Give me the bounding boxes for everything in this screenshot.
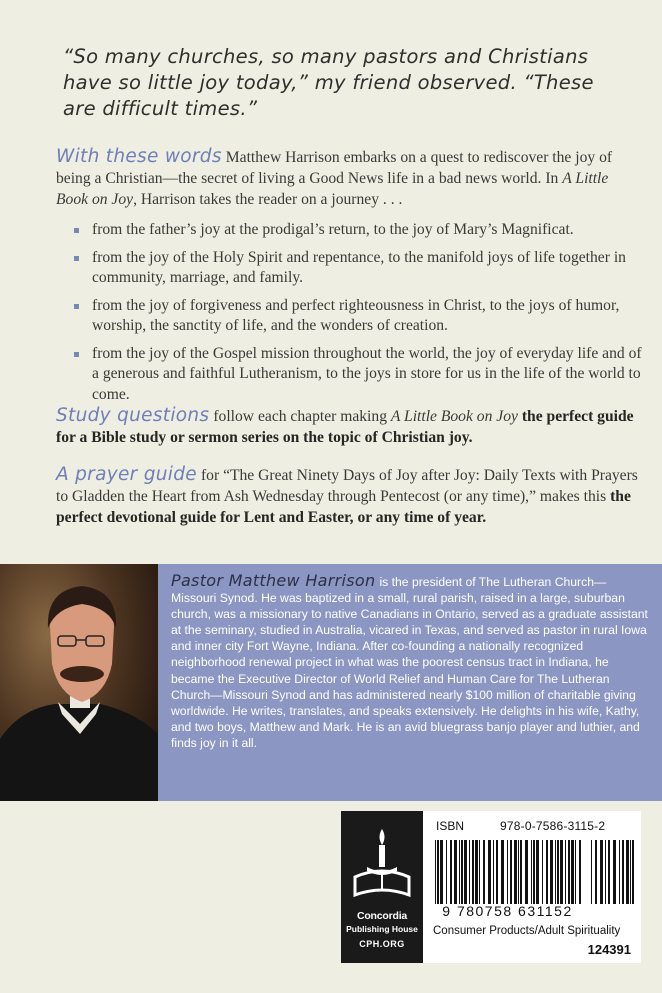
barcode-bar xyxy=(550,840,553,904)
back-cover-quote: “So many churches, so many pastors and Christians have so little joy today,” my friend observed. “These are difficult times.” xyxy=(63,45,594,120)
publisher-block xyxy=(341,811,423,963)
barcode-bar xyxy=(501,840,504,904)
publisher-name: Concordia xyxy=(356,910,408,922)
barcode-bar xyxy=(472,840,474,904)
barcode-bar xyxy=(437,840,439,904)
intro-book-title: A Little Book on Joy xyxy=(56,170,609,208)
study-questions-paragraph xyxy=(56,405,641,448)
barcode-bar xyxy=(536,840,539,904)
barcode-bar xyxy=(469,840,470,904)
concordia-lamp-book-icon xyxy=(353,825,411,905)
price-barcode xyxy=(591,840,635,904)
author-bio xyxy=(171,573,651,751)
isbn-number: 978-0-7586-3115-2 xyxy=(500,819,606,833)
journey-bullet-list xyxy=(72,220,647,412)
prayer-bold-text: the perfect devotional guide for Lent and Easter, or any time of year. xyxy=(56,488,631,526)
author-band xyxy=(0,564,662,801)
barcode-bar xyxy=(507,840,508,904)
barcode-bar xyxy=(531,840,532,904)
prayer-guide-paragraph xyxy=(56,464,641,528)
barcode-bar xyxy=(459,840,460,904)
publisher-url: CPH.ORG xyxy=(359,939,405,949)
barcode-bar xyxy=(514,840,517,904)
barcode-bar xyxy=(483,840,485,904)
barcode-bar xyxy=(571,840,574,904)
barcode-bar xyxy=(622,840,624,904)
barcode-bar xyxy=(446,840,447,904)
study-book-title: A Little Book on Joy xyxy=(390,408,518,425)
barcode-bar xyxy=(464,840,467,904)
barcode-bar xyxy=(605,840,606,904)
barcode-bar xyxy=(568,840,570,904)
category-label: Consumer Products/Adult Spirituality xyxy=(433,925,621,937)
barcode-bar xyxy=(557,840,559,904)
barcode-bar xyxy=(560,840,563,904)
barcode-bar xyxy=(542,840,543,904)
prayer-lead: A prayer guide xyxy=(56,464,197,485)
intro-text-1: Matthew Harrison embarks on a quest to rediscover the joy of being a Christian—the secret of living a Good News life in a bad news world. In xyxy=(56,149,613,187)
barcode-bar xyxy=(591,840,592,904)
barcode-bar xyxy=(479,840,480,904)
study-text-1: follow each chapter making xyxy=(213,408,391,425)
intro-paragraph xyxy=(56,146,641,210)
intro-lead: With these words xyxy=(56,146,222,167)
barcode-bar xyxy=(608,840,610,904)
barcode-bar xyxy=(475,840,478,904)
barcode-bar xyxy=(533,840,535,904)
barcode-bar xyxy=(579,840,581,904)
barcode-bar xyxy=(518,840,519,904)
author-photo xyxy=(0,564,158,801)
list-item: from the father’s joy at the prodigal’s return, to the joy of Mary’s Magnificat. xyxy=(72,220,647,241)
barcode-bar xyxy=(510,840,512,904)
barcode-bar xyxy=(520,840,522,904)
barcode-bar xyxy=(626,840,629,904)
prayer-text-1: for “The Great Ninety Days of Joy after Joy: Daily Texts with Prayers to Gladden the Heart from Ash Wednesday through Pentecost (or any time),” makes this xyxy=(56,467,638,505)
barcode-bar xyxy=(435,840,436,904)
barcode-bar xyxy=(461,840,463,904)
barcode-bar xyxy=(546,840,548,904)
barcode-bar xyxy=(454,840,457,904)
barcode-bar xyxy=(496,840,498,904)
barcode-bar xyxy=(575,840,576,904)
item-number: 124391 xyxy=(587,942,631,957)
barcode-bar xyxy=(555,840,556,904)
barcode-bar xyxy=(450,840,452,904)
barcode-bar xyxy=(630,840,631,904)
author-bio-text: is the president of The Lutheran Church—Missouri Synod. He was baptized in a small, rural parish, raised in a large, suburban church, was a missionary to native Canadians in Ontario, served as a graduate assistant at the seminary, studied in Australia, vicared in Texas, and served as pastor in rural Iowa and inner city Fort Wayne, Indiana. After co-founding a nationally recognized neighborhood renewal project in what was the poorest census tract in Indiana, he became the Executive Director of World Relief and Human Care for The Lutheran Church—Missouri Synod and has administered nearly $100 million of charitable giving worldwide. He writes, translates, and speaks extensively. He delights in his wife, Kathy, and two boys, Matthew and Mark. He is an avid bluegrass banjo player and luthier, and finds joy in it all. xyxy=(171,575,648,750)
barcode-block xyxy=(423,811,641,963)
study-bold-text: the perfect guide for a Bible study or sermon series on the topic of Christian joy. xyxy=(56,408,634,446)
list-item: from the joy of the Gospel mission throughout the world, the joy of everyday life and of a generous and faithful Lutheranism, to the joys in store for us in the life of the world to come. xyxy=(72,344,647,406)
intro-text-2: , Harrison takes the reader on a journey . . . xyxy=(133,191,403,208)
list-item: from the joy of the Holy Spirit and repentance, to the manifold joys of life together in community, marriage, and family. xyxy=(72,248,647,289)
list-item: from the joy of forgiveness and perfect righteousness in Christ, to the joys of humor, worship, the sanctity of life, and the wonders of creation. xyxy=(72,296,647,337)
author-portrait-icon xyxy=(0,564,158,801)
barcode-bar xyxy=(493,840,494,904)
barcode-bar xyxy=(488,840,491,904)
barcode-bar xyxy=(440,840,443,904)
barcode-bar xyxy=(525,840,528,904)
barcode-bar xyxy=(613,840,616,904)
publisher-name-line2: Publishing House xyxy=(346,924,418,934)
isbn-label: ISBN xyxy=(436,819,465,833)
ean-barcode xyxy=(435,840,585,904)
barcode-bar xyxy=(595,840,597,904)
barcode-digits: 9 780758 631152 xyxy=(442,903,573,919)
author-lead: Pastor Matthew Harrison xyxy=(171,571,376,590)
barcode-bar xyxy=(619,840,620,904)
study-lead: Study questions xyxy=(56,405,210,426)
barcode-bar xyxy=(565,840,566,904)
barcode-bar xyxy=(600,840,603,904)
barcode-bar xyxy=(632,840,634,904)
